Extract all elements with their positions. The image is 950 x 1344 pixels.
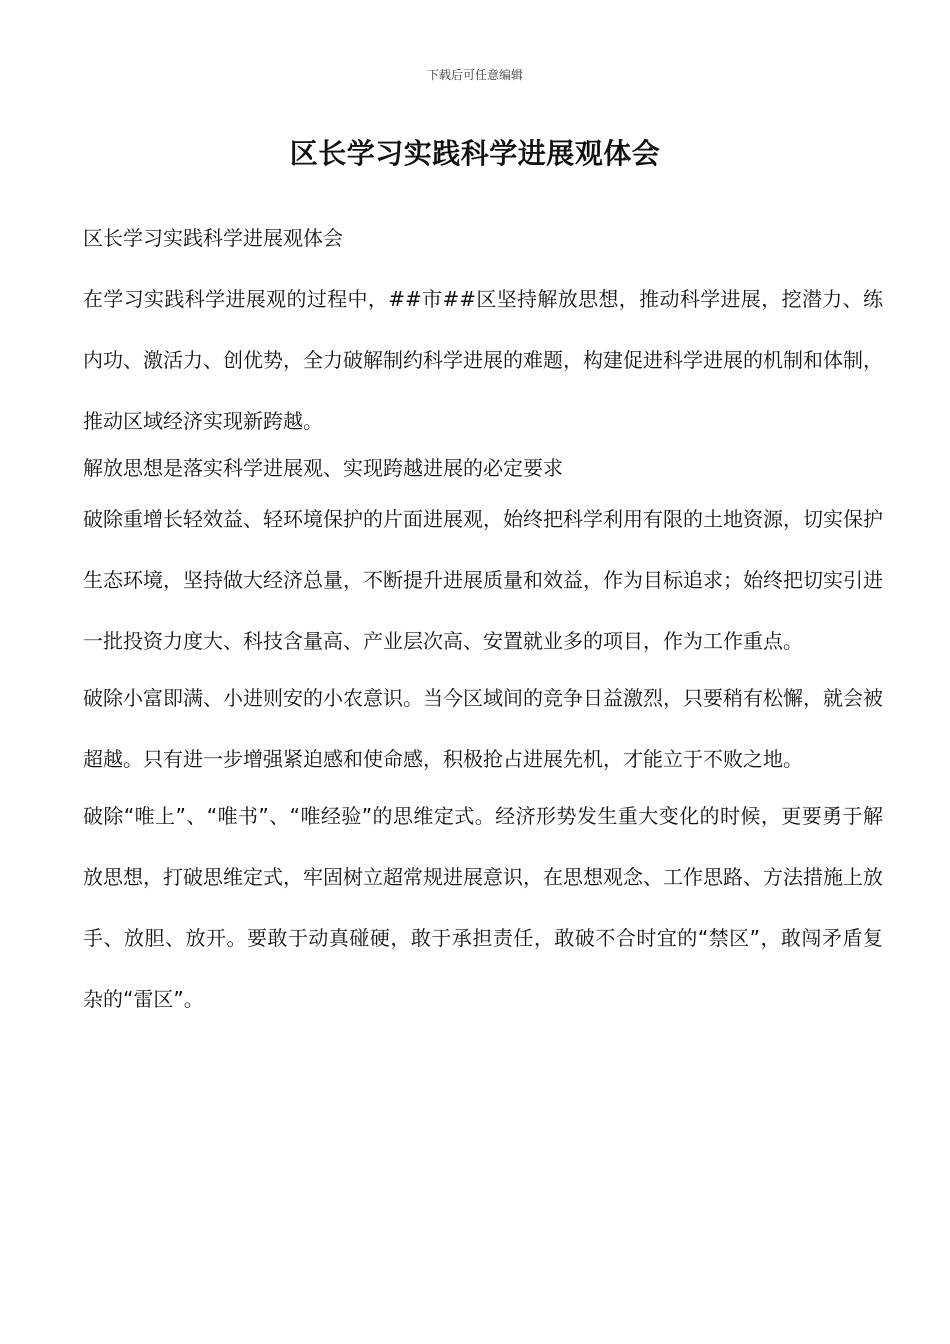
paragraph-intro: 在学习实践科学进展观的过程中，##市##区坚持解放思想，推动科学进展，挖潜力、练内功、激活力、创优势，全力破解制约科学进展的难题，构建促进科学进展的机制和体制，推动区域经济实现新跨越。 (83, 287, 883, 433)
paragraph-point-3: 破除“唯上”、“唯书”、“唯经验”的思维定式。经济形势发生重大变化的时候，更要勇于解放思想，打破思维定式，牢固树立超常规进展意识，在思想观念、工作思路、方法措施上放手、放胆、放开。要敢于动真碰硬，敢于承担责任，敢破不合时宜的“禁区”，敢闯矛盾复杂的“雷区”。 (83, 804, 883, 1011)
subtitle-paragraph: 区长学习实践科学进展观体会 (83, 226, 343, 250)
paragraph-point-1: 破除重增长轻效益、轻环境保护的片面进展观，始终把科学利用有限的土地资源，切实保护生态环境，坚持做大经济总量，不断提升进展质量和效益，作为目标追求；始终把切实引进一批投资力度大、科技含量高、产业层次高、安置就业多的项目，作为工作重点。 (83, 507, 883, 653)
page-title: 区长学习实践科学进展观体会 (289, 137, 661, 170)
header-note: 下载后可任意编辑 (426, 68, 523, 82)
paragraph-point-2: 破除小富即满、小进则安的小农意识。当今区域间的竞争日益激烈，只要稍有松懈，就会被超越。只有进一步增强紧迫感和使命感，积极抢占进展先机，才能立于不败之地。 (83, 686, 883, 771)
document-body (83, 218, 883, 1030)
section-heading: 解放思想是落实科学进展观、实现跨越进展的必定要求 (83, 456, 563, 480)
